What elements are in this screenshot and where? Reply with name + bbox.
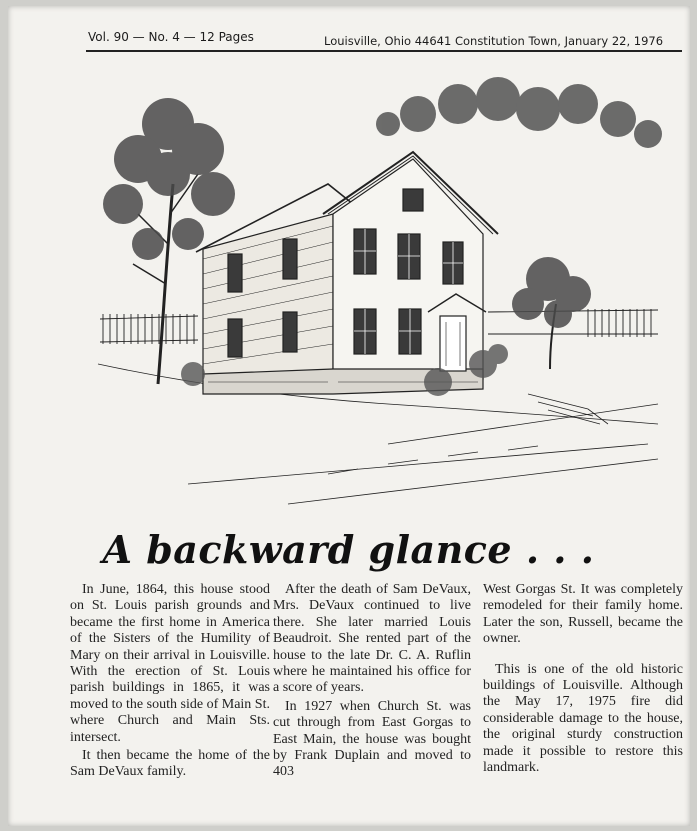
paragraph: In June, 1864, this house stood on St. Louis parish grounds and became the first home in America of the Sisters of the Humility of Mary on their arrival in Louisville. With the erection of St. Louis parish buildings in 1865, it was moved to the south side of Main St. where Church and Main Sts. intersect. <box>70 582 270 745</box>
article-column-1 <box>70 582 270 781</box>
house-illustration <box>88 64 668 524</box>
paragraph: This is one of the old historic buildings of Louisville. Although the May 17, 1975 fire did considerable damage to the house, the original sturdy construction made it possible to restore this landmark. <box>483 661 683 776</box>
issue-info: Vol. 90 — No. 4 — 12 Pages <box>88 30 254 44</box>
headline: A backward glance . . . <box>102 527 595 572</box>
article-column-3 <box>483 582 683 776</box>
paragraph: After the death of Sam DeVaux, Mrs. DeVaux continued to live there. She later married Louis Beaudroit. She rented part of the house to the late Dr. C. A. Ruflin where he maintained his office for a score of years. <box>273 582 471 696</box>
paragraph: In 1927 when Church St. was cut through from East Gorgas to East Main, the house was bought by Frank Duplain and moved to 403 <box>273 698 471 780</box>
masthead-rule <box>86 50 682 52</box>
location-date: Louisville, Ohio 44641 Constitution Town, January 22, 1976 <box>324 34 664 48</box>
paragraph: West Gorgas St. It was completely remodeled for their family home. Later the son, Russell, became the owner. <box>483 582 683 647</box>
paragraph: It then became the home of the Sam DeVaux family. <box>70 748 270 780</box>
article-column-2 <box>273 582 471 781</box>
